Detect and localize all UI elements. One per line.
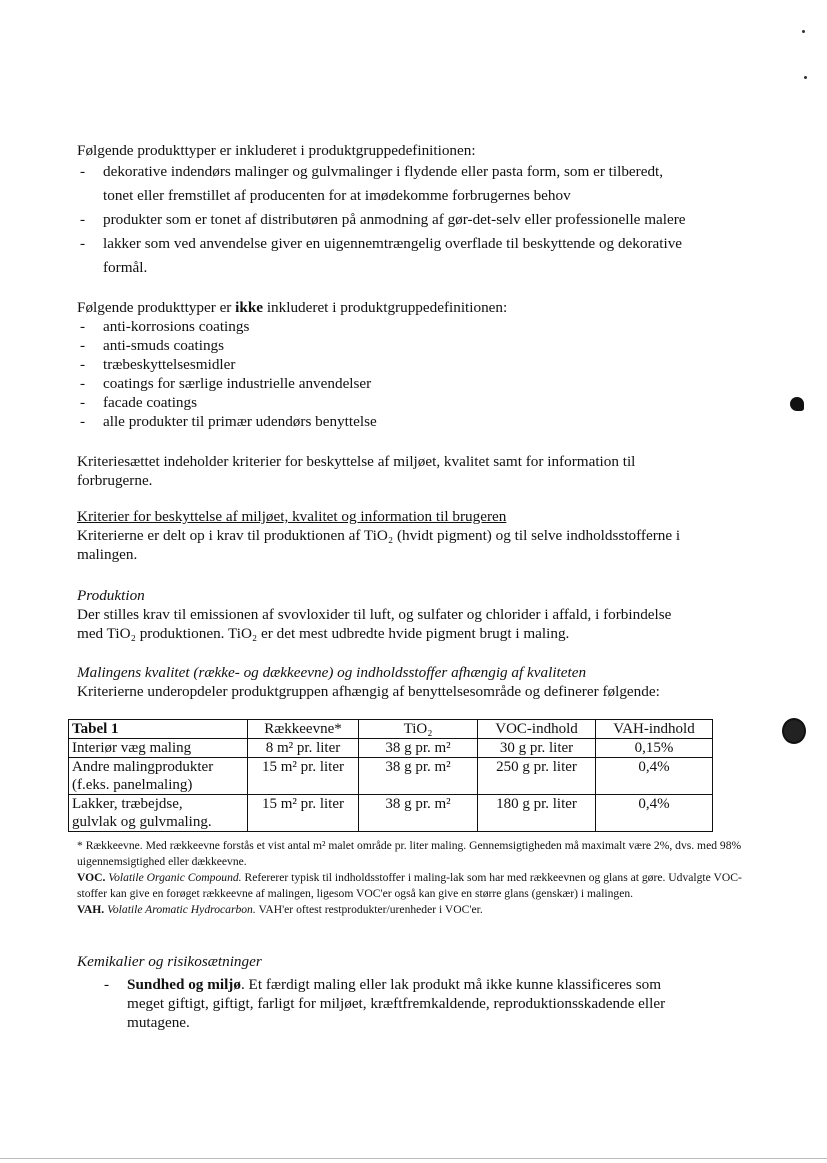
list-item: - Sundhed og miljø. Et færdigt maling eller lak produkt må ikke kunne klassificeres som meget giftigt, giftigt, farligt for miljøet, kræftfremkaldende, reproduktionsskadende eller mutagene.	[104, 976, 666, 1031]
scan-edge	[0, 1158, 827, 1159]
footnote-vah: VAH. Volatile Aromatic Hydrocarbon. VAH'er oftest restprodukter/urenheder i VOC'er.	[77, 903, 483, 916]
list-item: - anti-smuds coatings	[80, 337, 225, 354]
table-row: Lakker, træbejdse, gulvlak og gulvmaling. 15 m² pr. liter 38 g pr. m² 180 g pr. liter 0,4%	[69, 795, 713, 832]
chemicals-section	[77, 952, 747, 1032]
scan-speck	[802, 30, 805, 33]
scan-speck	[804, 76, 807, 79]
hole-punch-mark	[790, 397, 804, 411]
list-item: - coatings for særlige industrielle anvendelser	[80, 375, 372, 392]
table-row: Andre malingprodukter (f.eks. panelmaling) 15 m² pr. liter 38 g pr. m² 250 g pr. liter 0,4%	[69, 758, 713, 795]
list-item: - dekorative indendørs malinger og gulvmalinger i flydende eller pasta form, som er tilberedt, tonet eller fremstillet af producenten for at imødekomme forbrugernes behov	[80, 163, 664, 204]
list-item: - anti-korrosions coatings	[80, 318, 250, 335]
table-footnotes	[77, 838, 747, 919]
excluded-section	[77, 298, 747, 431]
included-heading: Følgende produkttyper er inkluderet i produktgruppedefinitionen:	[77, 142, 476, 159]
list-item: - lakker som ved anvendelse giver en uigennemtrængelig overflade til beskyttende og dekorative formål.	[80, 235, 683, 276]
criteria-section: Kriterier for beskyttelse af miljøet, kvalitet og information til brugeren Kriterierne er delt op i krav til produktionen af TiO₂ (hvidt pigment) og til selve indholdsstofferne i malingen.	[77, 507, 747, 564]
production-section: Produktion Der stilles krav til emissionen af svovloxider til luft, og sulfater og chlorider i affald, i forbindelse med TiO₂ produktionen. TiO₂ er det mest udbredte hvide pigment brugt i maling.	[77, 586, 747, 643]
hole-punch-mark	[782, 718, 806, 744]
criteria-heading: Kriterier for beskyttelse af miljøet, kvalitet og information til brugeren	[77, 508, 507, 525]
quality-heading: Malingens kvalitet (række- og dækkeevne) og indholdsstoffer afhængig af kvaliteten	[77, 664, 587, 681]
criteria-table	[68, 719, 713, 832]
criteria-set-paragraph: Kriteriesættet indeholder kriterier for beskyttelse af miljøet, kvalitet samt for information til forbrugerne.	[77, 453, 636, 489]
production-heading: Produktion	[77, 587, 145, 604]
table-row: Interiør væg maling 8 m² pr. liter 38 g pr. m² 30 g pr. liter 0,15%	[69, 739, 713, 758]
table-header-row: Tabel 1 Rækkeevne* TiO₂ VOC-indhold VAH-indhold	[69, 720, 713, 739]
footnote-voc: VOC. Volatile Organic Compound. Refererer typisk til indholdsstoffer i maling-lak som har med rækkeevnen og glans at gøre. Udvalgte VOC-stoffer kan give en forøget rækkeevne af malingen, ligesom VOC'er også kan give en større glans (genskær) i malingen.	[77, 871, 742, 900]
included-section	[77, 141, 747, 280]
quality-section: Malingens kvalitet (række- og dækkeevne) og indholdsstoffer afhængig af kvaliteten Kriterierne underopdeler produktgruppen afhængig af benyttelsesområde og definerer følgende:	[77, 663, 747, 701]
list-item: - produkter som er tonet af distributøren på anmodning af gør-det-selv eller professionelle malere	[80, 211, 686, 228]
chemicals-heading: Kemikalier og risikosætninger	[77, 953, 262, 970]
excluded-heading: Følgende produkttyper er ikke inkluderet i produktgruppedefinitionen:	[77, 299, 508, 316]
list-item: - alle produkter til primær udendørs benyttelse	[80, 413, 377, 430]
footnote-reach: * Rækkeevne. Med rækkeevne forstås et vist antal m² malet område pr. liter maling. Gennemsigtigheden må maximalt være 2%, dvs. med 98% uigennemsigtighed eller dækkeevne.	[77, 839, 742, 868]
list-item: - facade coatings	[80, 394, 198, 411]
list-item: - træbeskyttelsesmidler	[80, 356, 236, 373]
